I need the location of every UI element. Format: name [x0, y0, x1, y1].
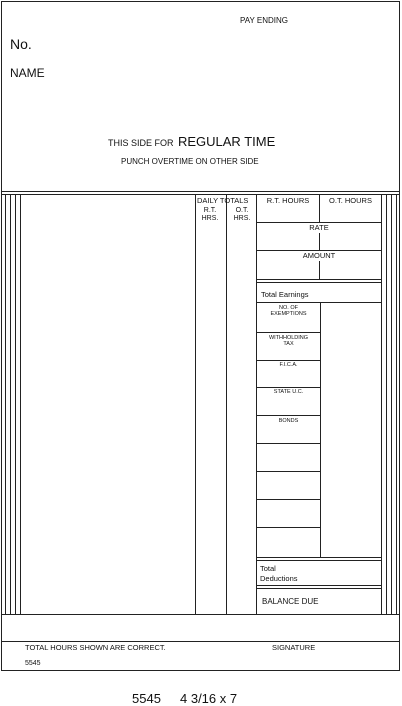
deduction-row-line-4	[256, 415, 320, 416]
deduction-row-line-3	[256, 387, 320, 388]
right-rule-2	[386, 194, 387, 614]
ot-hrs-line2: HRS.	[233, 215, 251, 222]
left-rule-2	[10, 194, 11, 614]
hours-certification: TOTAL HOURS SHOWN ARE CORRECT.	[25, 643, 166, 652]
exemptions-line2: EXEMPTIONS	[270, 311, 307, 317]
pay-ending-label: PAY ENDING	[240, 16, 289, 25]
punch-overtime-note: PUNCH OVERTIME ON OTHER SIDE	[121, 157, 259, 166]
rt-hrs-line2: HRS.	[201, 215, 219, 222]
withholding-line2: TAX	[283, 341, 294, 347]
regular-time-text: REGULAR TIME	[177, 134, 276, 149]
name-label: NAME	[10, 66, 45, 80]
total-deductions-label	[260, 564, 298, 584]
deduction-state-uc: STATE U.C.	[273, 389, 304, 395]
form-number-footer: 5545	[25, 660, 41, 667]
rt-hours-label: R.T. HOURS	[266, 196, 310, 205]
total-deductions-top-line-inner	[256, 560, 381, 561]
this-side-for-label	[108, 134, 275, 150]
deduction-exemptions	[257, 305, 320, 317]
this-side-for-text: THIS SIDE FOR	[108, 138, 174, 148]
exemptions-line1: NO. OF	[279, 305, 298, 311]
rt-hrs-header	[196, 207, 224, 223]
earnings-top-line	[256, 279, 381, 280]
withholding-line1: WITHHOLDING	[268, 335, 309, 341]
deduction-row-line-2	[256, 360, 320, 361]
right-rule-4	[396, 194, 397, 614]
grid-bottom-line	[1, 614, 400, 615]
total-deductions-line2: Deductions	[260, 574, 298, 583]
ot-hours-label: O.T. HOURS	[329, 196, 372, 205]
daily-totals-mid-border	[226, 194, 227, 614]
earnings-top-line-inner	[256, 282, 381, 283]
footer-divider	[1, 641, 400, 642]
deduction-bonds: BONDS	[278, 418, 299, 424]
amount-divider	[319, 261, 320, 279]
caption-size: 4 3/16 x 7	[180, 691, 238, 706]
total-earnings-label: Total Earnings	[261, 290, 309, 299]
amount-label: AMOUNT	[302, 251, 336, 260]
right-rule-3	[391, 194, 392, 614]
deduction-withholding	[257, 335, 320, 347]
timecard-frame	[1, 1, 400, 671]
deduction-row-line-6	[256, 471, 320, 472]
left-rule-1	[5, 194, 6, 614]
caption-form-number: 5545	[132, 691, 161, 706]
balance-due-label: BALANCE DUE	[262, 597, 319, 606]
rate-divider	[319, 233, 320, 250]
grid-top-line-inner	[1, 194, 400, 195]
rt-hrs-line1: R.T.	[203, 207, 217, 214]
grid-top-line	[1, 191, 400, 192]
left-rule-3	[15, 194, 16, 614]
daily-totals-header: DAILY TOTALS	[197, 196, 249, 205]
balance-due-top-line	[256, 585, 381, 586]
deduction-row-line-7	[256, 499, 320, 500]
balance-due-top-line-inner	[256, 588, 381, 589]
signature-label: SIGNATURE	[272, 643, 316, 652]
deduction-row-line-5	[256, 443, 320, 444]
right-rule-1	[381, 194, 382, 614]
number-label: No.	[10, 36, 32, 52]
total-deductions-line1: Total	[260, 564, 276, 573]
rate-label: RATE	[309, 223, 329, 232]
ot-hrs-line1: O.T.	[235, 207, 249, 214]
total-deductions-top-line	[256, 557, 381, 558]
left-rule-4	[20, 194, 21, 614]
deductions-top-line	[256, 302, 381, 303]
deduction-row-line-8	[256, 527, 320, 528]
deduction-fica: F.I.C.A.	[279, 362, 298, 368]
deductions-label-divider	[320, 302, 321, 557]
ot-hrs-header	[228, 207, 256, 223]
deduction-row-line-1	[256, 332, 320, 333]
daily-totals-left-border	[195, 194, 196, 614]
